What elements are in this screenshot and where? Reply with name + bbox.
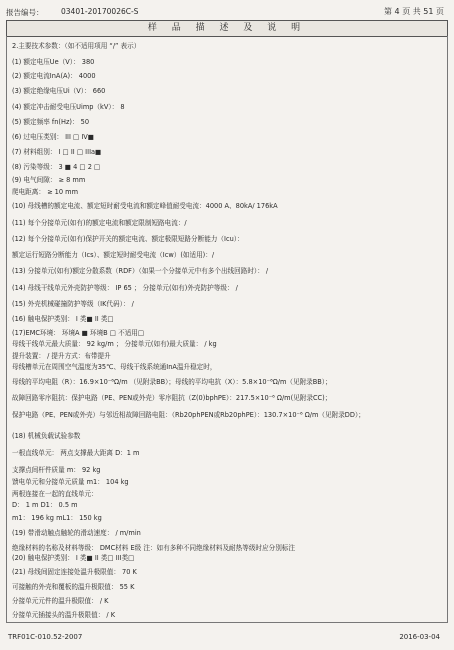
- spec-line: (9) 电气间隙： ≥ 8 mm: [12, 176, 86, 184]
- spec-line: 可接触的外壳和覆板的温升极限值： 55 K: [12, 583, 135, 591]
- spec-line: 提升装置： / 提升方式：布带提升: [12, 352, 111, 360]
- spec-line: 额定运行短路分断能力（Ics）、额定短时耐受电流（Icw）(如适用)：/: [12, 251, 215, 259]
- spec-line: (5) 额定频率 fn(Hz)： 50: [12, 118, 90, 126]
- spec-line: (1) 额定电压Ue（V）： 380: [12, 58, 95, 66]
- spec-line: 绝缘材料的名称及材料等级： DMC材料 E级 注：如有多种不同绝缘材料及耐热等级时应分别标注: [12, 544, 295, 552]
- spec-line: (18) 机械负载试验参数: [12, 432, 81, 440]
- spec-line: (15) 外壳机械碰撞防护等级（IK代码）： /: [12, 300, 134, 308]
- spec-line: 故障回路零序阻抗：保护电路（PE、PEN或外壳）零序阻抗（Z(0)bphPE）：217.5×10⁻⁶ Ω/m(见附录CC)；: [12, 394, 332, 402]
- spec-line: 分接单元元件的温升极限值： / K: [12, 597, 109, 605]
- spec-line: (3) 额定绝缘电压Ui（V）： 660: [12, 87, 106, 95]
- spec-line: (13) 分接单元(如有)额定分散系数（RDF）（如果一个分接单元中有多个出线回路时）： /: [12, 267, 269, 275]
- spec-line: 爬电距离： ≥ 10 mm: [12, 188, 79, 196]
- spec-line: 保护电路（PE、PEN或外壳）与邻近相故障回路电阻：（Rb20phPEN或Rb20phPE）：130.7×10⁻⁶ Ω/m（见附录DD）；: [12, 411, 365, 419]
- spec-line: (2) 额定电流InA(A)： 4000: [12, 72, 96, 80]
- spec-line: 母线干线单元最大质量： 92 kg/m ； 分接单元(如有)最大质量： / kg: [12, 340, 217, 348]
- spec-line: (21) 母线间固定连接处温升极限值： 70 K: [12, 568, 137, 576]
- page-count: 第 4 页 共 51 页: [384, 7, 444, 16]
- spec-line: m1： 196 kg mL1： 150 kg: [12, 514, 102, 522]
- issue-date: 2016-03-04: [399, 633, 440, 641]
- spec-line: (17)EMC环境： 环境A ■ 环境B □ 不适用□: [12, 329, 145, 337]
- report-no: 03401-20170026C-S: [61, 7, 139, 16]
- spec-line: 2.主要技术参数：（如不适用项用 “/” 表示）: [12, 42, 141, 50]
- spec-line: 馈电单元和分接单元质量 m1： 104 kg: [12, 478, 129, 486]
- spec-line: 分接单元插接头的温升极限值： / K: [12, 611, 116, 619]
- spec-line: (7) 材料组别： I □ II □ IIIa■: [12, 148, 102, 156]
- spec-line: 母线的平均电阻（R）：16.9×10⁻⁶Ω/m （见附录BB）；母线的平均电抗（X）：5.8×10⁻⁶Ω/m（见附录BB）；: [12, 378, 332, 386]
- spec-line: 母线槽单元在周围空气温度为35℃、母线干线系统通InA温升稳定时，: [12, 363, 217, 371]
- spec-line: 支撑点间杆件质量 m： 92 kg: [12, 466, 101, 474]
- report-no-label: 报告编号：: [6, 8, 44, 17]
- form-number: TRF01C-010.52-2007: [8, 633, 83, 641]
- spec-line: (10) 母线槽的额定电流、额定短时耐受电流和额定峰值耐受电流：4000 A、80kA/ 176kA: [12, 202, 278, 210]
- spec-line: (20) 触电保护类别： I 类■ II 类□ III类□: [12, 554, 135, 562]
- spec-line: 两根连接在一起的直线单元：: [12, 490, 98, 498]
- spec-line: (6) 过电压类别： III □ IV■: [12, 133, 95, 141]
- spec-line: (4) 额定冲击耐受电压Uimp（kV）： 8: [12, 103, 125, 111]
- spec-line: (11) 每个分接单元(如有)的额定电流和额定限制短路电流：/: [12, 219, 187, 227]
- spec-line: D： 1 m D1： 0.5 m: [12, 501, 78, 509]
- spec-line: (12) 每个分接单元(如有)保护开关的额定电流、额定极限短路分断能力（Icu）：: [12, 235, 244, 243]
- spec-line: 一根直线单元： 两点支撑最大距离 D：1 m: [12, 449, 140, 457]
- spec-line: (19) 带滑动触点触轮的滑动速度： / m/min: [12, 529, 141, 537]
- spec-line: (14) 母线干线单元外壳防护等级： IP 65 ； 分接单元(如有)外壳防护等级： /: [12, 284, 238, 292]
- section-title: 样 品 描 述 及 说 明: [6, 20, 448, 37]
- spec-line: (8) 污染等级： 3 ■ 4 □ 2 □: [12, 163, 101, 171]
- page-header: [6, 5, 448, 18]
- spec-line: (16) 触电保护类别： I 类■ II 类□: [12, 315, 114, 323]
